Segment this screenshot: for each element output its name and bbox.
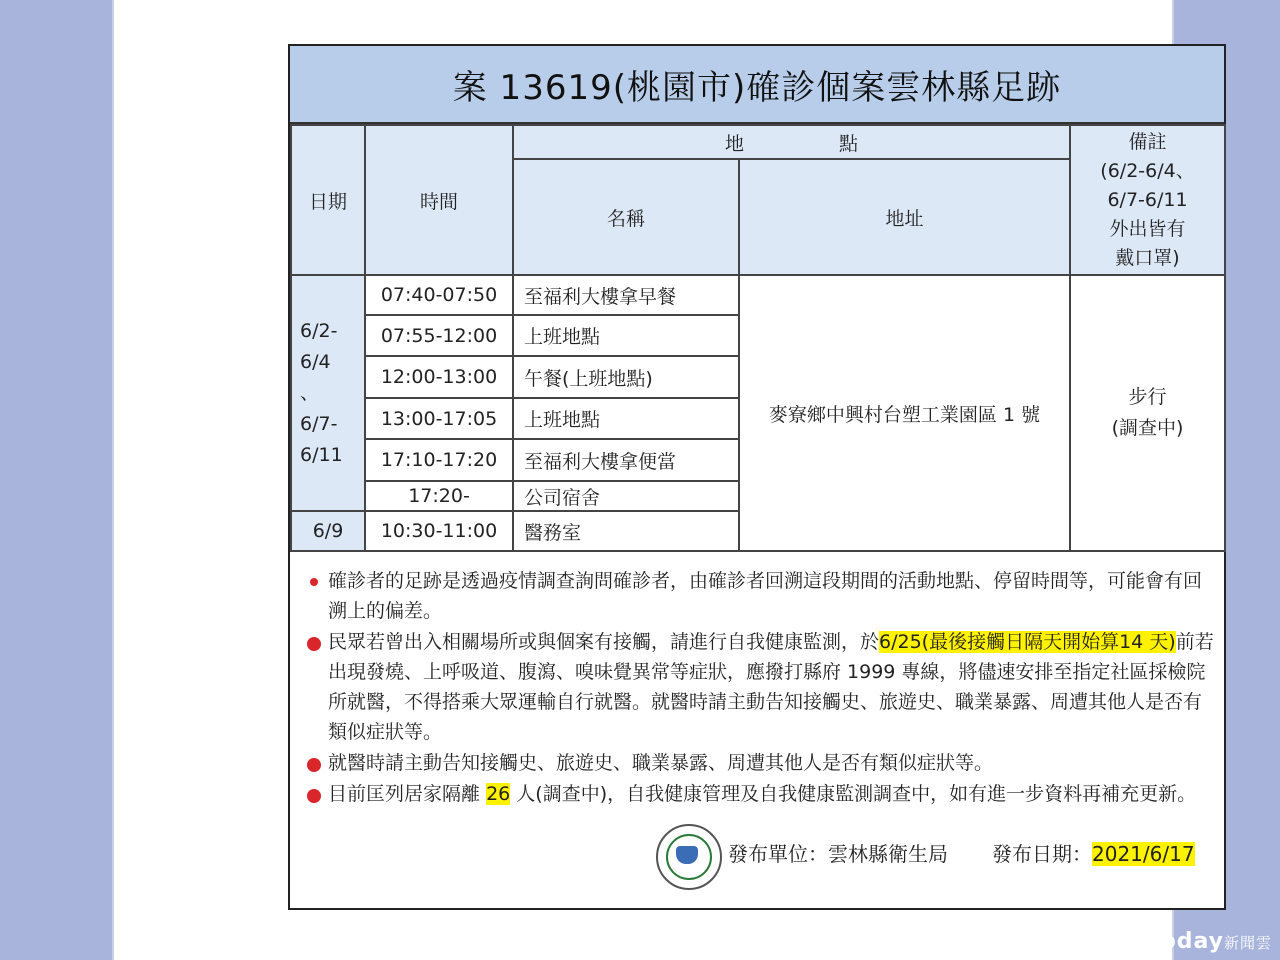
header-time: 時間 <box>365 125 513 275</box>
remarks-line: 備註 <box>1128 130 1167 153</box>
red-dot-icon <box>300 566 328 626</box>
note-text <box>328 779 1196 809</box>
ettoday-watermark <box>1117 929 1272 954</box>
red-dot-icon <box>300 748 328 778</box>
date-line: 6/7- <box>300 412 338 435</box>
note-text-part: 目前匡列居家隔離 <box>328 783 481 805</box>
date-line: 6/11 <box>300 443 343 466</box>
header-location: 地 點 <box>513 125 1070 159</box>
place-name-cell: 上班地點 <box>513 398 739 439</box>
page-sheet <box>112 0 1214 960</box>
red-dot-icon <box>300 627 328 747</box>
remark-cell <box>1070 275 1225 551</box>
issuer-text: 發布單位：雲林縣衛生局 <box>728 842 948 866</box>
time-cell: 17:10-17:20 <box>365 439 513 481</box>
place-name-cell: 午餐(上班地點) <box>513 356 739 398</box>
header-remarks <box>1070 125 1225 275</box>
footprint-table <box>290 124 1226 552</box>
highlight-deadline: 6/25(最後接觸日隔天開始算14 天) <box>879 631 1176 653</box>
time-cell: 12:00-13:00 <box>365 356 513 398</box>
header-name: 名稱 <box>513 159 739 275</box>
header-date: 日期 <box>291 125 365 275</box>
remarks-line: 外出皆有 <box>1109 217 1186 240</box>
note-text <box>328 627 1214 747</box>
remark-line: (調查中) <box>1111 417 1184 439</box>
date-line: 、 <box>300 381 320 404</box>
address-cell: 麥寮鄉中興村台塑工業園區 1 號 <box>739 275 1070 551</box>
county-seal-icon <box>656 824 722 890</box>
note-item <box>300 748 1214 778</box>
date-cell: 6/9 <box>291 511 365 551</box>
place-name-cell: 醫務室 <box>513 511 739 551</box>
note-item <box>300 627 1214 747</box>
note-item <box>300 566 1214 626</box>
remark-line: 步行 <box>1128 386 1167 408</box>
note-text-part: 前若出現發燒、上呼吸道、腹瀉、嗅味覺異常等症狀，應撥打縣府 1999 專線，將儘速安排至指定社區採檢院所就醫，不得搭乘大眾運輸自行就醫。就醫時請主動告知接觸史、旅遊史、職業暴露、周遭其他人是否有類似症狀等。 <box>328 631 1214 743</box>
time-cell: 07:55-12:00 <box>365 315 513 356</box>
time-cell: 07:40-07:50 <box>365 275 513 315</box>
document-title: 案 13619(桃園市)確診個案雲林縣足跡 <box>290 46 1224 124</box>
place-name-cell: 公司宿舍 <box>513 481 739 511</box>
remarks-line: 戴口罩) <box>1115 246 1180 269</box>
note-text-part: 民眾若曾出入相關場所或與個案有接觸，請進行自我健康監測，於 <box>328 631 880 653</box>
note-text: 就醫時請主動告知接觸史、旅遊史、職業暴露、周遭其他人是否有類似症狀等。 <box>328 752 994 774</box>
place-name-cell: 至福利大樓拿早餐 <box>513 275 739 315</box>
place-name-cell: 至福利大樓拿便當 <box>513 439 739 481</box>
issuer-footer <box>290 824 1224 896</box>
place-name-cell: 上班地點 <box>513 315 739 356</box>
remarks-line: 6/7-6/11 <box>1107 188 1188 211</box>
watermark-brand: ETtoday <box>1117 929 1224 954</box>
issue-date <box>992 838 1195 867</box>
date-line: 6/4 <box>300 350 331 373</box>
note-text-part: 人(調查中)，自我健康管理及自我健康監測調查中，如有進一步資料再補充更新。 <box>516 783 1197 805</box>
highlight-count: 26 <box>486 783 511 805</box>
note-item <box>300 779 1214 809</box>
date-cell-group <box>291 275 365 511</box>
note-text: 確診者的足跡是透過疫情調查詢問確診者，由確診者回溯這段期間的活動地點、停留時間等，可能會有回溯上的偏差。 <box>328 570 1203 622</box>
time-cell: 13:00-17:05 <box>365 398 513 439</box>
notes-section <box>290 552 1224 809</box>
remarks-line: (6/2-6/4、 <box>1100 159 1195 182</box>
footprint-document <box>288 44 1226 910</box>
time-cell: 10:30-11:00 <box>365 511 513 551</box>
date-line: 6/2- <box>300 319 338 342</box>
issue-date-value: 2021/6/17 <box>1092 842 1195 866</box>
red-dot-icon <box>300 779 328 809</box>
watermark-suffix: 新聞雲 <box>1223 934 1272 952</box>
issue-date-label: 發布日期： <box>992 842 1092 866</box>
time-cell: 17:20- <box>365 481 513 511</box>
header-address: 地址 <box>739 159 1070 275</box>
